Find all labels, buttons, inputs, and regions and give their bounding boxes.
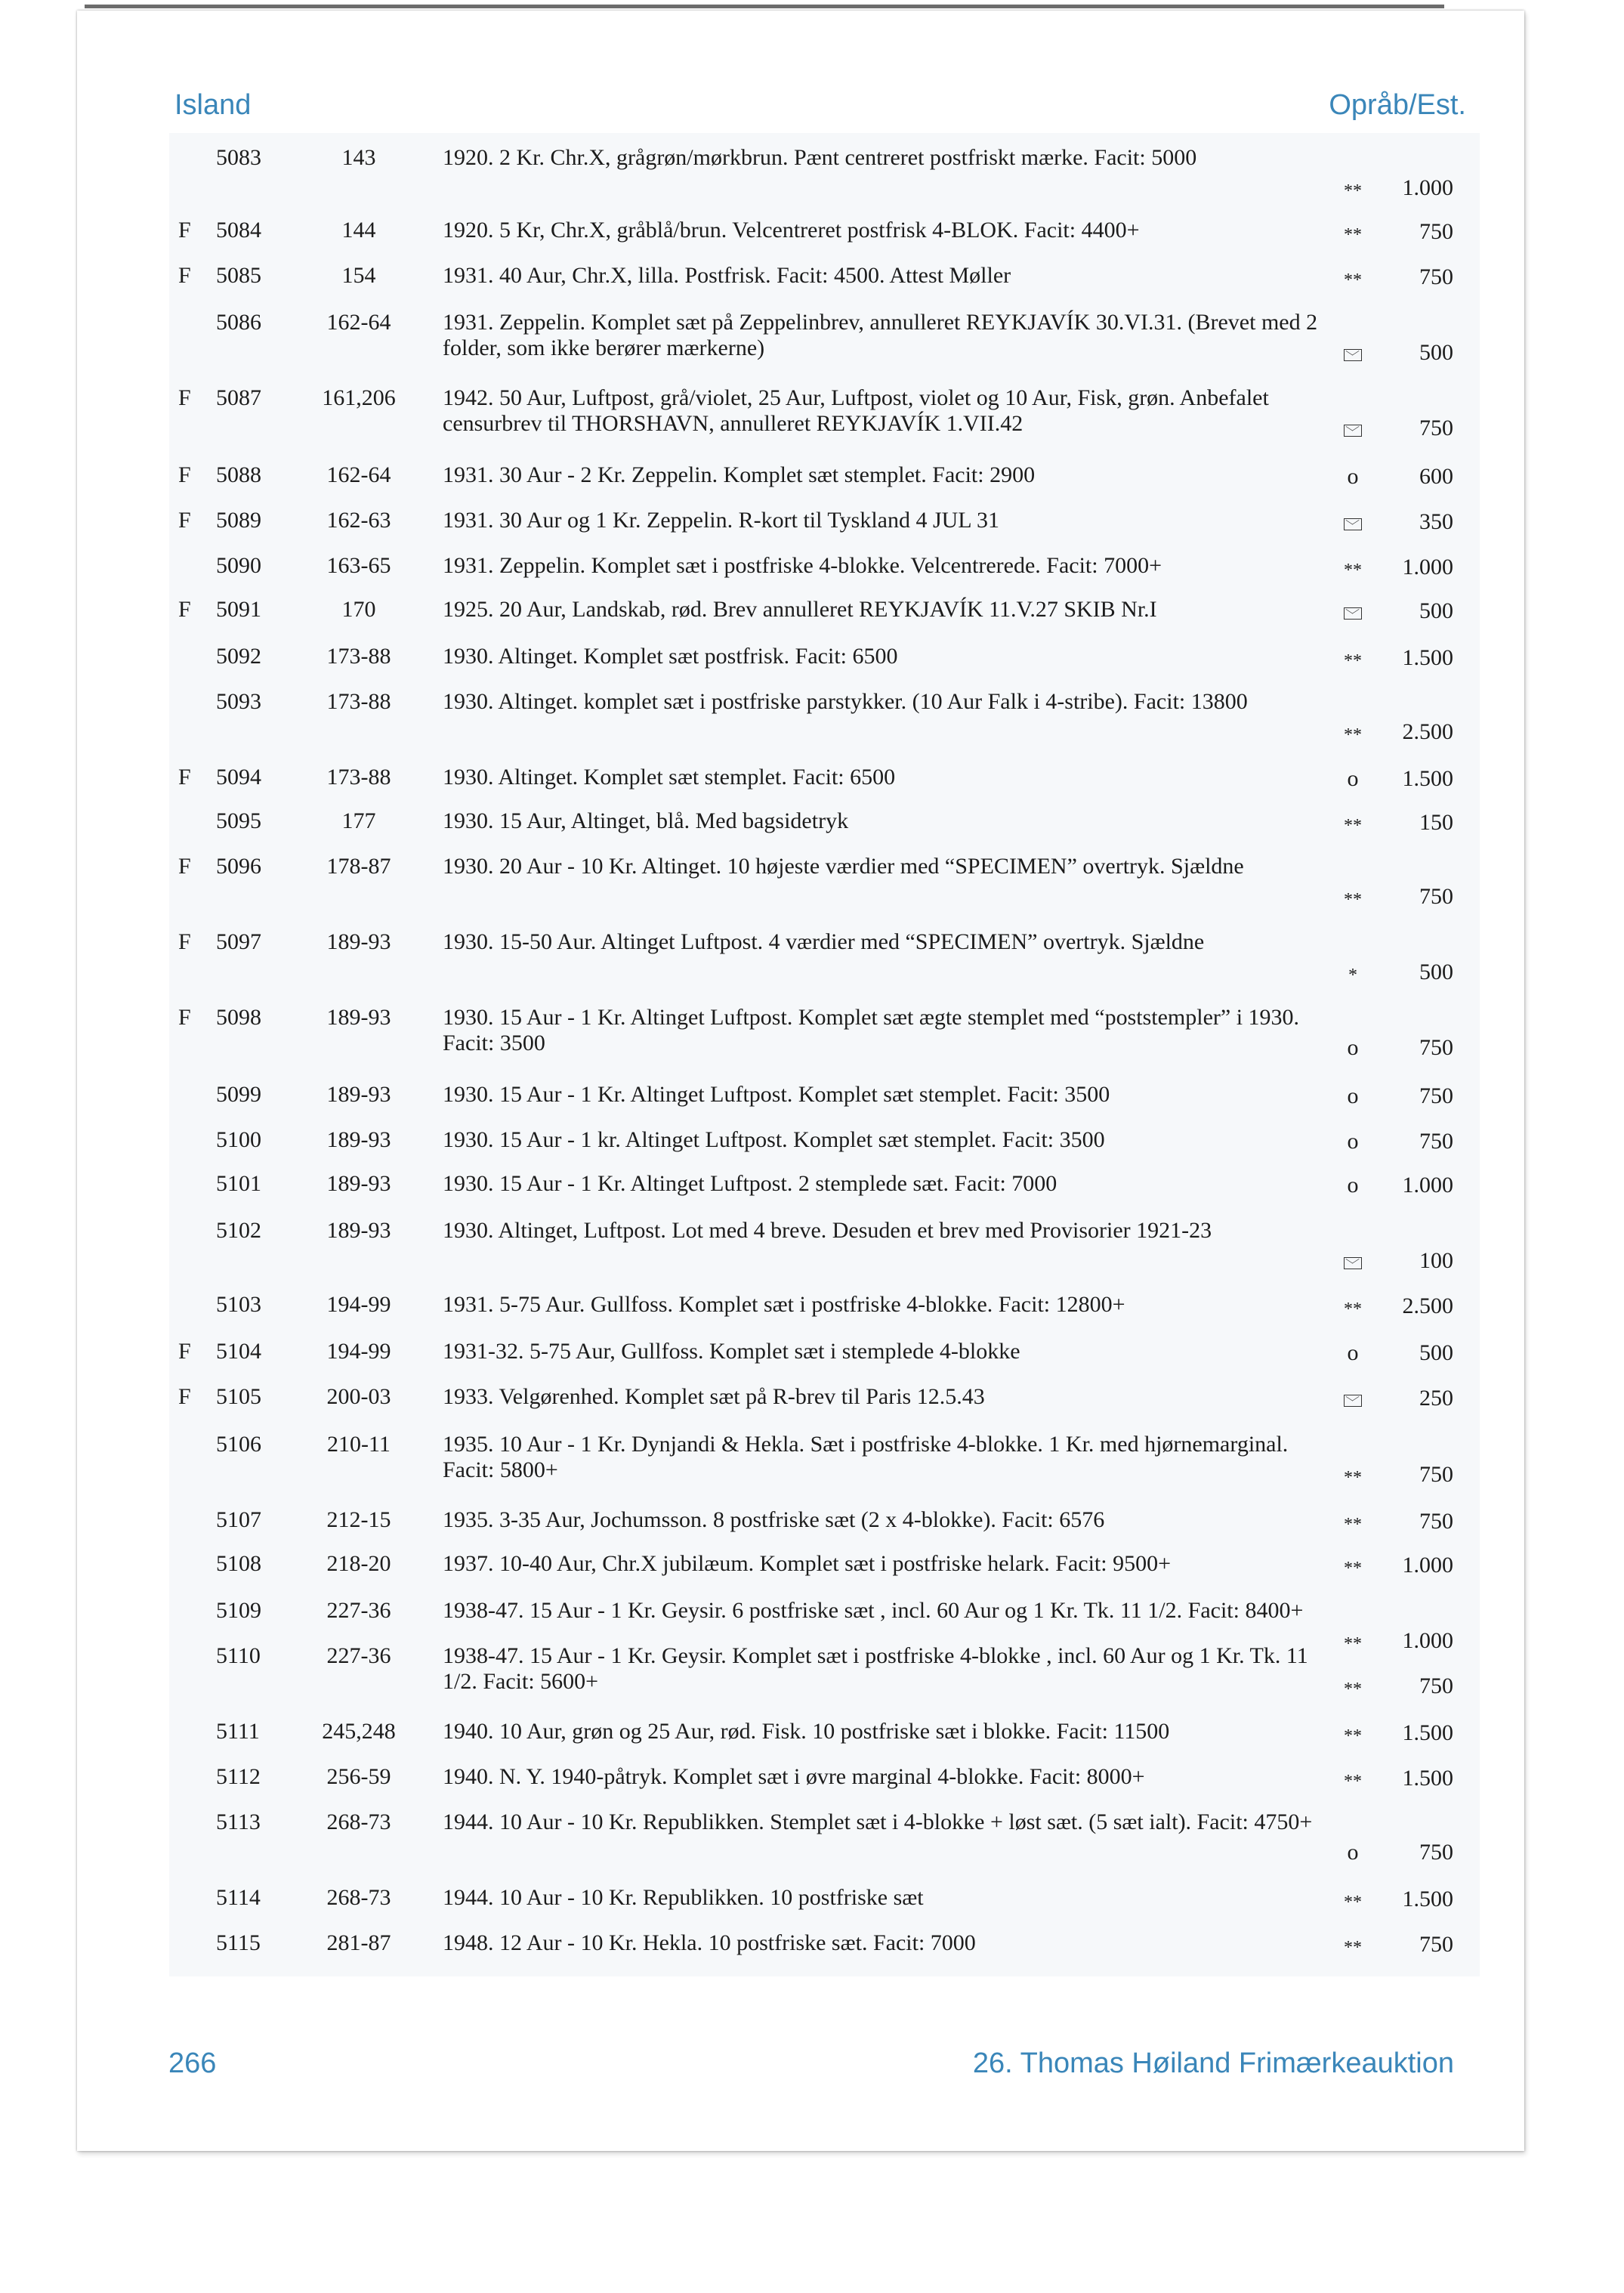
- estimate-value: 1.500: [1402, 1766, 1453, 1791]
- lot-row: [0, 1551, 1624, 1596]
- lot-row: [0, 1005, 1624, 1060]
- lot-description: 1948. 12 Aur - 10 Kr. Hekla. 10 postfriske sæt. Facit: 7000: [443, 1930, 976, 1955]
- lot-row: [0, 689, 1624, 745]
- lot-number: 5085: [216, 263, 261, 288]
- lot-flag: F: [178, 218, 191, 243]
- catalog-number: 268-73: [326, 1885, 391, 1910]
- lot-row: [0, 1930, 1624, 1976]
- lot-number: 5084: [216, 218, 261, 243]
- catalog-number: 227-36: [326, 1598, 391, 1623]
- lot-flag: F: [178, 929, 191, 954]
- condition-mark: **: [1344, 816, 1362, 836]
- section-title: Island: [174, 89, 252, 121]
- condition-mark: **: [1344, 1938, 1362, 1958]
- condition-mark: o: [1347, 1840, 1359, 1865]
- lot-row: [0, 1432, 1624, 1488]
- condition-mark: **: [1344, 651, 1362, 671]
- lot-row: [0, 1384, 1624, 1429]
- lot-description: 1935. 3-35 Aur, Jochumsson. 8 postfriske sæt (2 x 4-blokke). Facit: 6576: [443, 1507, 1105, 1532]
- lot-number: 5098: [216, 1005, 261, 1030]
- catalog-number: 162-64: [326, 462, 391, 487]
- condition-mark: **: [1344, 725, 1362, 745]
- lot-flag: F: [178, 1339, 191, 1364]
- condition-mark: o: [1347, 1083, 1359, 1108]
- condition-mark: **: [1344, 890, 1362, 910]
- catalog-number: 162-63: [326, 508, 391, 533]
- lot-number: 5112: [216, 1764, 261, 1789]
- lot-description: 1930. Altinget. komplet sæt i postfriske parstykker. (10 Aur Falk i 4-stribe). Facit: 13800: [443, 689, 1248, 714]
- lot-description: 1931-32. 5-75 Aur, Gullfoss. Komplet sæt i stemplede 4-blokke: [443, 1339, 1020, 1364]
- lot-row: [0, 263, 1624, 308]
- catalog-number: 144: [341, 218, 376, 243]
- condition-mark: **: [1344, 1726, 1362, 1746]
- catalog-number: 189-93: [326, 1218, 391, 1243]
- catalog-number: 189-93: [326, 1082, 391, 1107]
- lot-row: [0, 1809, 1624, 1865]
- estimate-value: 500: [1419, 1340, 1453, 1365]
- condition-mark: **: [1344, 270, 1362, 290]
- lot-row: [0, 145, 1624, 201]
- lot-description: 1931. Zeppelin. Komplet sæt i postfriske 4-blokke. Velcentrerede. Facit: 7000+: [443, 553, 1162, 578]
- condition-mark: **: [1344, 1772, 1362, 1791]
- estimate-value: 1.000: [1402, 1553, 1453, 1578]
- lot-description: 1930. Altinget. Komplet sæt stemplet. Facit: 6500: [443, 765, 896, 790]
- estimate-value: 750: [1419, 884, 1453, 909]
- catalog-number: 194-99: [326, 1292, 391, 1317]
- condition-mark: **: [1344, 1299, 1362, 1319]
- catalog-number: 189-93: [326, 1005, 391, 1030]
- lot-number: 5100: [216, 1127, 261, 1152]
- lot-number: 5086: [216, 310, 261, 335]
- lot-row: [0, 1719, 1624, 1764]
- estimate-value: 2.500: [1402, 1293, 1453, 1318]
- lot-number: 5091: [216, 597, 261, 622]
- lot-row: [0, 310, 1624, 365]
- estimate-value: 1.500: [1402, 766, 1453, 791]
- lot-row: [0, 462, 1624, 508]
- condition-mark: **: [1344, 1634, 1362, 1654]
- lot-description: 1938-47. 15 Aur - 1 Kr. Geysir. 6 postfriske sæt , incl. 60 Aur og 1 Kr. Tk. 11 1/2. Facit: 8400+: [443, 1598, 1304, 1623]
- catalog-number: 173-88: [326, 765, 391, 790]
- catalog-number: 154: [341, 263, 376, 288]
- lot-number: 5099: [216, 1082, 261, 1107]
- lot-row: [0, 765, 1624, 810]
- auction-title: 26. Thomas Høiland Frimærkeauktion: [972, 2047, 1454, 2079]
- condition-mark: **: [1344, 181, 1362, 201]
- catalog-number: 200-03: [326, 1384, 391, 1409]
- lot-row: [0, 1339, 1624, 1384]
- estimate-value: 750: [1419, 1035, 1453, 1060]
- lot-description: 1930. 15 Aur - 1 Kr. Altinget Luftpost. Komplet sæt ægte stemplet med “poststempler” i 1930. Facit: 3500: [443, 1005, 1300, 1055]
- lot-number: 5104: [216, 1339, 261, 1364]
- lot-description: 1920. 5 Kr, Chr.X, gråblå/brun. Velcentreret postfrisk 4-BLOK. Facit: 4400+: [443, 218, 1140, 243]
- lot-description: 1944. 10 Aur - 10 Kr. Republikken. 10 postfriske sæt: [443, 1885, 924, 1910]
- envelope-icon: [1326, 419, 1379, 444]
- estimate-value: 750: [1419, 1840, 1453, 1865]
- lot-number: 5092: [216, 644, 261, 669]
- catalog-number: 189-93: [326, 1171, 391, 1196]
- lot-row: [0, 1292, 1624, 1337]
- estimate-value: 1.000: [1402, 555, 1453, 579]
- estimate-value: 500: [1419, 960, 1453, 984]
- lot-row: [0, 218, 1624, 263]
- lot-number: 5094: [216, 765, 261, 790]
- lot-description: 1937. 10-40 Aur, Chr.X jubilæum. Komplet sæt i postfriske helark. Facit: 9500+: [443, 1551, 1171, 1576]
- catalog-number: 162-64: [326, 310, 391, 335]
- lot-description: 1940. N. Y. 1940-påtryk. Komplet sæt i øvre marginal 4-blokke. Facit: 8000+: [443, 1764, 1145, 1789]
- lot-number: 5096: [216, 854, 261, 879]
- envelope-icon: [1326, 1251, 1379, 1277]
- lot-description: 1935. 10 Aur - 1 Kr. Dynjandi & Hekla. Sæt i postfriske 4-blokke. 1 Kr. med hjørnemarginal. Facit: 5800+: [443, 1432, 1289, 1482]
- lot-description: 1931. 40 Aur, Chr.X, lilla. Postfrisk. Facit: 4500. Attest Møller: [443, 263, 1011, 288]
- envelope-icon: [1326, 1389, 1379, 1414]
- lot-row: [0, 553, 1624, 598]
- catalog-number: 177: [341, 808, 376, 833]
- lot-row: [0, 929, 1624, 985]
- estimate-value: 1.000: [1402, 1628, 1453, 1653]
- lot-row: [0, 1082, 1624, 1127]
- estimate-value: 250: [1419, 1386, 1453, 1411]
- catalog-number: 194-99: [326, 1339, 391, 1364]
- condition-mark: **: [1344, 1559, 1362, 1578]
- catalog-number: 245,248: [322, 1719, 396, 1744]
- lot-description: 1931. 5-75 Aur. Gullfoss. Komplet sæt i postfriske 4-blokke. Facit: 12800+: [443, 1292, 1125, 1317]
- condition-mark: o: [1347, 1340, 1359, 1365]
- lot-number: 5106: [216, 1432, 261, 1457]
- lot-description: 1930. 20 Aur - 10 Kr. Altinget. 10 højeste værdier med “SPECIMEN” overtryk. Sjældne: [443, 854, 1244, 879]
- lot-number: 5113: [216, 1809, 261, 1834]
- condition-mark: *: [1348, 966, 1357, 985]
- lot-number: 5111: [216, 1719, 260, 1744]
- estimate-value: 1.000: [1402, 1173, 1453, 1197]
- lot-number: 5108: [216, 1551, 261, 1576]
- catalog-number: 161,206: [322, 385, 396, 410]
- catalog-number: 173-88: [326, 689, 391, 714]
- lot-row: [0, 854, 1624, 910]
- envelope-icon: [1326, 343, 1379, 369]
- catalog-number: 256-59: [326, 1764, 391, 1789]
- catalog-number: 218-20: [326, 1551, 391, 1576]
- estimate-value: 150: [1419, 810, 1453, 835]
- catalog-number: 178-87: [326, 854, 391, 879]
- lot-flag: F: [178, 263, 191, 288]
- top-edge-line: [85, 5, 1444, 8]
- catalog-number: 268-73: [326, 1809, 391, 1834]
- lot-description: 1920. 2 Kr. Chr.X, grågrøn/mørkbrun. Pænt centreret postfriskt mærke. Facit: 5000: [443, 145, 1197, 170]
- catalog-number: 212-15: [326, 1507, 391, 1532]
- lot-description: 1925. 20 Aur, Landskab, rød. Brev annulleret REYKJAVÍK 11.V.27 SKIB Nr.I: [443, 597, 1157, 622]
- lot-flag: F: [178, 508, 191, 533]
- estimate-value: 500: [1419, 340, 1453, 365]
- condition-mark: **: [1344, 1515, 1362, 1534]
- estimate-value: 750: [1419, 1673, 1453, 1698]
- catalog-number: 173-88: [326, 644, 391, 669]
- envelope-icon: [1326, 601, 1379, 627]
- catalog-number: 163-65: [326, 553, 391, 578]
- catalog-number: 189-93: [326, 1127, 391, 1152]
- condition-mark: o: [1347, 1035, 1359, 1060]
- lot-row: [0, 1218, 1624, 1273]
- lot-number: 5093: [216, 689, 261, 714]
- estimate-value: 750: [1419, 1509, 1453, 1534]
- lot-flag: F: [178, 462, 191, 487]
- lot-row: [0, 508, 1624, 553]
- lot-number: 5089: [216, 508, 261, 533]
- lot-number: 5097: [216, 929, 261, 954]
- catalog-number: 170: [341, 597, 376, 622]
- lot-description: 1930. 15 Aur, Altinget, blå. Med bagsidetryk: [443, 808, 849, 833]
- lot-number: 5103: [216, 1292, 261, 1317]
- condition-mark: **: [1344, 1468, 1362, 1488]
- lot-description: 1930. Altinget, Luftpost. Lot med 4 breve. Desuden et brev med Provisorier 1921-23: [443, 1218, 1212, 1243]
- estimate-value: 750: [1419, 416, 1453, 440]
- lot-row: [0, 1643, 1624, 1699]
- lot-row: [0, 1885, 1624, 1930]
- estimate-value: 1.500: [1402, 645, 1453, 670]
- lot-number: 5107: [216, 1507, 261, 1532]
- estimate-value: 1.500: [1402, 1887, 1453, 1911]
- estimate-value: 750: [1419, 1932, 1453, 1957]
- estimate-value: 500: [1419, 598, 1453, 623]
- condition-mark: o: [1347, 766, 1359, 791]
- lot-flag: F: [178, 765, 191, 790]
- lot-flag: F: [178, 1005, 191, 1030]
- estimate-value: 100: [1419, 1248, 1453, 1273]
- lot-number: 5101: [216, 1171, 261, 1196]
- condition-mark: **: [1344, 561, 1362, 580]
- condition-mark: **: [1344, 1680, 1362, 1699]
- lot-row: [0, 1507, 1624, 1553]
- lot-row: [0, 1127, 1624, 1173]
- catalog-number: 227-36: [326, 1643, 391, 1668]
- lot-number: 5105: [216, 1384, 261, 1409]
- estimate-value: 750: [1419, 1462, 1453, 1487]
- lot-number: 5110: [216, 1643, 261, 1668]
- estimate-column-heading: Opråb/Est.: [1329, 89, 1466, 121]
- lot-row: [0, 597, 1624, 642]
- estimate-value: 350: [1419, 509, 1453, 534]
- catalog-number: 210-11: [327, 1432, 391, 1457]
- lot-description: 1931. 30 Aur - 2 Kr. Zeppelin. Komplet sæt stemplet. Facit: 2900: [443, 462, 1036, 487]
- catalog-number: 143: [341, 145, 376, 170]
- lot-number: 5114: [216, 1885, 261, 1910]
- lot-number: 5088: [216, 462, 261, 487]
- estimate-value: 600: [1419, 464, 1453, 489]
- page-number: 266: [168, 2047, 217, 2079]
- estimate-value: 750: [1419, 264, 1453, 289]
- lot-number: 5083: [216, 145, 261, 170]
- lot-row: [0, 385, 1624, 440]
- lot-description: 1930. Altinget. Komplet sæt postfrisk. Facit: 6500: [443, 644, 898, 669]
- lot-row: [0, 1598, 1624, 1654]
- lot-number: 5087: [216, 385, 261, 410]
- catalog-number: 189-93: [326, 929, 391, 954]
- lot-description: 1944. 10 Aur - 10 Kr. Republikken. Stemplet sæt i 4-blokke + løst sæt. (5 sæt ialt). Facit: 4750+: [443, 1809, 1313, 1834]
- lot-description: 1940. 10 Aur, grøn og 25 Aur, rød. Fisk. 10 postfriske sæt i blokke. Facit: 11500: [443, 1719, 1170, 1744]
- lot-description: 1933. Velgørenhed. Komplet sæt på R-brev til Paris 12.5.43: [443, 1384, 985, 1409]
- condition-mark: **: [1344, 1893, 1362, 1912]
- condition-mark: o: [1347, 464, 1359, 489]
- lot-description: 1930. 15 Aur - 1 Kr. Altinget Luftpost. Komplet sæt stemplet. Facit: 3500: [443, 1082, 1110, 1107]
- lot-description: 1931. 30 Aur og 1 Kr. Zeppelin. R-kort til Tyskland 4 JUL 31: [443, 508, 1000, 533]
- lot-description: 1938-47. 15 Aur - 1 Kr. Geysir. Komplet sæt i postfriske 4-blokke , incl. 60 Aur og 1 Kr. Tk. 11 1/2. Facit: 5600+: [443, 1643, 1308, 1694]
- lot-row: [0, 808, 1624, 854]
- lot-number: 5109: [216, 1598, 261, 1623]
- lot-number: 5095: [216, 808, 261, 833]
- estimate-value: 750: [1419, 1129, 1453, 1154]
- estimate-value: 1.500: [1402, 1720, 1453, 1745]
- lot-flag: F: [178, 385, 191, 410]
- catalog-number: 281-87: [326, 1930, 391, 1955]
- envelope-icon: [1326, 512, 1379, 538]
- condition-mark: o: [1347, 1129, 1359, 1154]
- lot-description: 1930. 15 Aur - 1 Kr. Altinget Luftpost. 2 stemplede sæt. Facit: 7000: [443, 1171, 1057, 1196]
- lot-description: 1930. 15-50 Aur. Altinget Luftpost. 4 værdier med “SPECIMEN” overtryk. Sjældne: [443, 929, 1205, 954]
- estimate-value: 750: [1419, 1083, 1453, 1108]
- lot-flag: F: [178, 1384, 191, 1409]
- lot-flag: F: [178, 854, 191, 879]
- lot-description: 1942. 50 Aur, Luftpost, grå/violet, 25 Aur, Luftpost, violet og 10 Aur, Fisk, grøn. Anbefalet censurbrev til THORSHAVN, annulleret REYKJAVÍK 1.VII.42: [443, 385, 1269, 436]
- condition-mark: **: [1344, 225, 1362, 245]
- lot-description: 1930. 15 Aur - 1 kr. Altinget Luftpost. Komplet sæt stemplet. Facit: 3500: [443, 1127, 1105, 1152]
- estimate-value: 1.000: [1402, 175, 1453, 200]
- lot-number: 5115: [216, 1930, 261, 1955]
- condition-mark: o: [1347, 1173, 1359, 1197]
- lot-description: 1931. Zeppelin. Komplet sæt på Zeppelinbrev, annulleret REYKJAVÍK 30.VI.31. (Brevet med 2 folder, som ikke berører mærkerne): [443, 310, 1318, 360]
- lot-row: [0, 644, 1624, 689]
- lot-row: [0, 1764, 1624, 1809]
- lot-row: [0, 1171, 1624, 1216]
- lot-number: 5102: [216, 1218, 261, 1243]
- lot-flag: F: [178, 597, 191, 622]
- estimate-value: 2.500: [1402, 719, 1453, 744]
- lot-number: 5090: [216, 553, 261, 578]
- estimate-value: 750: [1419, 219, 1453, 244]
